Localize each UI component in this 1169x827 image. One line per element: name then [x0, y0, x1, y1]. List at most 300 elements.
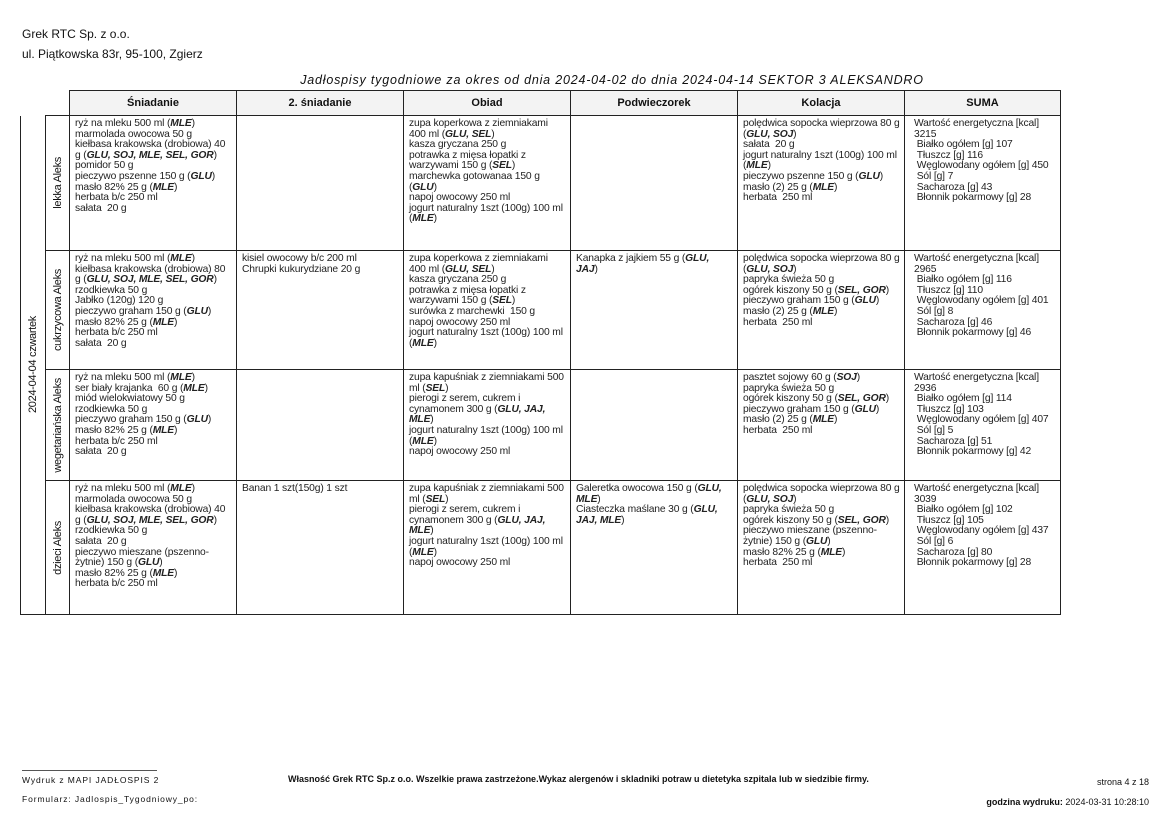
meal-item: [743, 151, 900, 172]
item-text: ): [491, 128, 495, 140]
item-text: herbata 250 ml: [743, 192, 813, 204]
meal-item: [409, 172, 566, 193]
item-text: napoj owocowy 250 ml: [409, 557, 511, 569]
item-text: ): [842, 546, 846, 558]
item-text: sałata 20 g: [75, 535, 127, 547]
meal-item: [409, 558, 566, 569]
allergen-codes: SEL, GOR: [837, 284, 886, 296]
allergen-codes: MLE: [170, 253, 192, 264]
nutrition-line: [914, 373, 1056, 394]
item-text: ): [885, 284, 890, 296]
item-text: masło (2) 25 g (: [743, 181, 813, 193]
item-text: pieczywo graham 150 g (: [75, 414, 187, 426]
item-text: pieczywo pszenne 150 g (: [743, 170, 859, 182]
meal-item: [409, 426, 566, 447]
meal-cell: [237, 251, 404, 370]
meal-item: [743, 526, 900, 547]
item-text: kiełbasa krakowska (drobiowa) 80 g (: [75, 263, 229, 286]
meal-item: [743, 558, 900, 569]
header-row: [21, 91, 1061, 116]
date-label: 2024-04-04 czwartek: [27, 316, 39, 414]
item-text: papryka świeża 50 g: [743, 382, 835, 394]
item-text: ogórek kiszony 50 g (: [743, 393, 838, 405]
item-text: ): [207, 305, 212, 317]
diet-name-cell: [46, 116, 70, 251]
allergen-codes: SEL: [425, 382, 446, 394]
item-text: Sól [g] 6: [914, 535, 954, 547]
item-text: Sacharoza [g] 46: [914, 316, 993, 328]
nutrition-cell: [905, 116, 1061, 251]
allergen-codes: GLU, SOJ: [746, 493, 794, 505]
item-text: ): [174, 424, 178, 436]
item-text: ): [793, 128, 797, 140]
meal-item: [409, 447, 566, 458]
meal-item: [409, 254, 566, 275]
nutrition-line: [914, 558, 1056, 569]
allergen-codes: GLU: [186, 305, 208, 317]
item-text: ): [594, 263, 598, 275]
item-text: ): [433, 435, 437, 447]
meal-cell: [571, 370, 738, 481]
meal-item: [409, 484, 566, 505]
item-text: jogurt naturalny 1szt (100g) 100 ml (: [409, 327, 566, 349]
item-text: Błonnik pokarmowy [g] 46: [914, 327, 1032, 339]
print-time-value: 2024-03-31 10:28:10: [1065, 797, 1149, 807]
item-text: ): [491, 263, 495, 275]
item-text: Sól [g] 5: [914, 424, 954, 436]
meal-item: [409, 119, 566, 140]
printed-by: Wydruk z MAPI JADŁOSPIS 2: [22, 775, 160, 785]
item-text: Białko ogółem [g] 102: [914, 504, 1013, 516]
item-text: jogurt naturalny 1szt (100g) 100 ml (: [409, 202, 566, 225]
item-text: miód wielokwiatowy 50 g: [75, 393, 185, 405]
item-text: kiełbasa krakowska (drobiowa) 40 g (: [75, 504, 229, 526]
item-text: masło (2) 25 g (: [743, 414, 813, 426]
item-text: ogórek kiszony 50 g (: [743, 514, 838, 526]
item-text: ): [856, 372, 861, 383]
company-info: [22, 24, 203, 64]
allergen-codes: MLE: [152, 316, 175, 328]
item-text: Białko ogółem [g] 114: [914, 393, 1012, 405]
item-text: rzodkiewka 50 g: [75, 525, 148, 537]
diet-name-cell: [46, 481, 70, 615]
allergen-codes: MLE: [812, 414, 835, 426]
print-time: [986, 792, 1149, 812]
nutrition-cell: [905, 481, 1061, 615]
meal-item: [75, 140, 232, 161]
item-text: ): [875, 295, 880, 307]
item-text: ): [834, 305, 838, 317]
meal-item: [409, 151, 566, 172]
item-text: ): [885, 393, 890, 405]
item-text: Sól [g] 7: [914, 170, 954, 182]
item-text: ): [597, 493, 601, 505]
page-number: strona 4 z 18: [1096, 777, 1149, 787]
allergen-codes: MLE: [412, 213, 434, 225]
item-text: Wartość energetyczna [kcal] 3039: [914, 483, 1042, 505]
item-text: ): [879, 170, 884, 182]
item-text: zupa kapuśniak z ziemniakami 500 ml (: [409, 372, 567, 394]
item-text: ): [191, 483, 195, 494]
allergen-codes: GLU: [858, 170, 880, 182]
item-text: ): [793, 493, 797, 505]
item-text: Kanapka z jajkiem 55 g (: [576, 253, 686, 264]
meal-item: [75, 339, 232, 350]
meal-cell: [571, 116, 738, 251]
form-name: Formularz: Jadlospis_Tygodniowy_po:: [22, 794, 199, 804]
meal-cell: [237, 116, 404, 251]
item-text: ): [211, 170, 216, 182]
allergen-codes: MLE: [170, 483, 192, 494]
item-text: papryka świeża 50 g: [743, 504, 835, 516]
item-text: pieczywo graham 150 g (: [75, 305, 187, 317]
diet-row: [21, 116, 1061, 251]
meal-item: [75, 579, 232, 590]
item-text: pasztet sojowy 60 g (: [743, 372, 837, 383]
meal-item: [409, 204, 566, 225]
item-text: herbata 250 ml: [743, 316, 813, 328]
allergen-codes: MLE: [152, 424, 175, 436]
item-text: Sacharoza [g] 43: [914, 181, 993, 193]
meal-cell: [738, 116, 905, 251]
item-text: pieczywo graham 150 g (: [743, 295, 855, 307]
item-text: potrawka z mięsa łopatki z warzywami 150 g (: [409, 284, 529, 307]
column-header: Obiad: [404, 91, 571, 116]
item-text: ): [191, 118, 195, 129]
item-text: jogurt naturalny 1szt (100g) 100 ml (: [409, 535, 566, 558]
allergen-codes: GLU, JAJ: [576, 253, 712, 275]
item-text: masło 82% 25 g (: [75, 567, 153, 579]
item-text: Węglowodany ogółem [g] 450: [914, 160, 1049, 172]
meal-cell: [404, 116, 571, 251]
footer-right: [986, 772, 1149, 812]
item-text: ): [433, 546, 437, 558]
diet-row: [21, 251, 1061, 370]
item-text: polędwica sopocka wieprzowa 80 g (: [743, 118, 903, 140]
allergen-codes: MLE: [412, 337, 434, 349]
item-text: Białko ogółem [g] 116: [914, 274, 1012, 286]
allergen-codes: GLU, SOJ, MLE, SEL, GOR: [86, 149, 214, 161]
item-text: ryż na mleku 500 ml (: [75, 483, 171, 494]
item-text: kisiel owocowy b/c 200 ml: [242, 253, 357, 264]
item-text: Tłuszcz [g] 103: [914, 403, 984, 415]
item-text: Chrupki kukurydziane 20 g: [242, 263, 361, 275]
meal-item: [743, 318, 900, 329]
item-text: Węglowodany ogółem [g] 407: [914, 414, 1049, 426]
item-text: ): [174, 181, 178, 193]
item-text: Tłuszcz [g] 105: [914, 514, 984, 526]
item-text: zupa kapuśniak z ziemniakami 500 ml (: [409, 483, 567, 505]
allergen-codes: GLU, JAJ, MLE: [409, 514, 549, 537]
allergen-codes: GLU, SOJ: [746, 263, 794, 275]
item-text: ): [511, 295, 516, 307]
meal-cell: [237, 481, 404, 615]
item-text: Błonnik pokarmowy [g] 42: [914, 446, 1032, 458]
meal-cell: [738, 251, 905, 370]
allergen-codes: GLU, JAJ, MLE: [576, 504, 721, 526]
item-text: Sól [g] 8: [914, 305, 954, 317]
item-text: Sacharoza [g] 51: [914, 435, 993, 447]
meal-item: [409, 394, 566, 426]
item-text: kasza gryczana 250 g: [409, 139, 507, 151]
item-text: Ciasteczka maślane 30 g (: [576, 504, 694, 516]
meal-item: [743, 193, 900, 204]
menu-table: [20, 90, 1061, 615]
item-text: rzodkiewka 50 g: [75, 284, 148, 296]
meal-item: [743, 483, 903, 505]
meal-cell: [571, 481, 738, 615]
item-text: Tłuszcz [g] 110: [914, 284, 983, 296]
item-text: surówka z marchewki 150 g: [409, 305, 536, 317]
allergen-codes: MLE: [812, 181, 835, 193]
item-text: Wartość energetyczna [kcal] 2965: [914, 253, 1042, 275]
item-text: pierogi z serem, cukrem i cynamonem 300 g (: [409, 393, 523, 415]
item-text: ): [433, 181, 437, 193]
item-text: ): [213, 149, 217, 161]
diet-name-cell: [46, 370, 70, 481]
item-text: ): [207, 414, 212, 426]
item-text: Błonnik pokarmowy [g] 28: [914, 557, 1032, 569]
allergen-codes: MLE: [183, 382, 205, 394]
allergen-codes: MLE: [812, 305, 835, 317]
item-text: masło 82% 25 g (: [75, 424, 153, 436]
meal-item: [576, 505, 733, 526]
meal-item: [75, 204, 232, 215]
nutrition-line: [914, 328, 1056, 339]
diet-row: [21, 481, 1061, 615]
item-text: ): [621, 514, 625, 526]
item-text: ): [875, 403, 880, 415]
allergen-codes: GLU: [190, 170, 212, 182]
item-text: ): [174, 567, 178, 579]
item-text: sałata 20 g: [743, 139, 795, 151]
nutrition-cell: [905, 370, 1061, 481]
item-text: ): [204, 382, 208, 394]
diet-name: lekka Aleks: [51, 157, 64, 209]
nutrition-line: [914, 484, 1056, 505]
item-text: Wartość energetyczna [kcal] 2936: [914, 372, 1042, 394]
allergen-codes: GLU, SOJ: [746, 128, 794, 140]
allergen-codes: MLE: [746, 160, 768, 172]
item-text: ): [793, 263, 797, 275]
item-text: Galeretka owocowa 150 g (: [576, 483, 698, 494]
item-text: Tłuszcz [g] 116: [914, 149, 983, 161]
item-text: sałata 20 g: [75, 337, 127, 349]
meal-cell: [738, 481, 905, 615]
item-text: pieczywo mieszane (pszenno-żytnie) 150 g (: [743, 525, 877, 547]
meal-item: [75, 548, 232, 569]
diet-name: dzieci Aleks: [51, 520, 64, 575]
item-text: ): [213, 274, 217, 286]
item-text: pierogi z serem, cukrem i cynamonem 300 g (: [409, 504, 523, 526]
meal-item: [242, 484, 399, 495]
ownership-note: Własność Grek RTC Sp.z o.o. Wszelkie prawa zastrzeżone.Wykaz alergenów i skladniki potraw u dietetyka szpitala lub w siedzibie firmy.: [288, 774, 869, 784]
allergen-codes: GLU, SOJ, MLE, SEL, GOR: [86, 274, 214, 286]
nutrition-line: [914, 447, 1056, 458]
item-text: herbata 250 ml: [743, 424, 813, 436]
item-text: herbata 250 ml: [743, 557, 813, 569]
allergen-codes: GLU, SEL: [445, 263, 492, 275]
allergen-codes: GLU, SOJ, MLE, SEL, GOR: [86, 514, 214, 526]
item-text: Jabłko (120g) 120 g: [75, 295, 164, 307]
item-text: ): [433, 337, 437, 349]
meal-cell: [70, 370, 237, 481]
allergen-codes: GLU: [854, 295, 876, 307]
meal-item: [409, 286, 566, 307]
footer-left: [22, 770, 198, 809]
allergen-codes: SEL: [425, 493, 446, 505]
allergen-codes: SEL, GOR: [837, 514, 886, 526]
item-text: herbata b/c 250 ml: [75, 192, 158, 204]
item-text: zupa koperkowa z ziemniakami 400 ml (: [409, 118, 551, 140]
meal-item: [743, 253, 903, 275]
allergen-codes: MLE: [412, 435, 434, 447]
allergen-codes: GLU: [806, 535, 828, 547]
meal-item: [75, 265, 232, 286]
item-text: ogórek kiszony 50 g (: [743, 284, 838, 296]
diet-name: wegetariańska Aleks: [51, 377, 64, 473]
meal-item: [75, 505, 232, 526]
column-header: Podwieczorek: [571, 91, 738, 116]
allergen-codes: MLE: [820, 546, 843, 558]
item-text: ): [445, 382, 449, 394]
item-text: pomidor 50 g: [75, 160, 134, 172]
item-text: ): [511, 160, 516, 172]
item-text: polędwica sopocka wieprzowa 80 g (: [743, 483, 903, 505]
meal-cell: [237, 370, 404, 481]
meal-item: [576, 254, 733, 275]
item-text: sałata 20 g: [75, 446, 127, 458]
allergen-codes: GLU, SEL: [445, 128, 492, 140]
company-name: Grek RTC Sp. z o.o.: [22, 27, 130, 41]
item-text: marmolada owocowa 50 g: [75, 493, 192, 505]
report-title: Jadłospisy tygodniowe za okres od dnia 2024-04-02 do dnia 2024-04-14 SEKTOR 3 ALEKSANDRO: [300, 73, 924, 87]
item-text: ryż na mleku 500 ml (: [75, 372, 171, 383]
item-text: kiełbasa krakowska (drobiowa) 40 g (: [75, 139, 229, 161]
item-text: ryż na mleku 500 ml (: [75, 253, 171, 264]
meal-cell: [70, 116, 237, 251]
column-header: Śniadanie: [70, 91, 237, 116]
allergen-codes: MLE: [152, 567, 175, 579]
item-text: Wartość energetyczna [kcal] 3215: [914, 118, 1042, 140]
meal-item: [743, 118, 903, 140]
item-text: pieczywo graham 150 g (: [743, 403, 855, 415]
allergen-codes: GLU: [412, 181, 434, 193]
meal-cell: [404, 370, 571, 481]
allergen-codes: GLU, JAJ, MLE: [409, 403, 549, 426]
meal-cell: [571, 251, 738, 370]
meal-cell: [738, 370, 905, 481]
meal-item: [409, 373, 566, 394]
meal-item: [409, 328, 566, 349]
meal-item: [743, 426, 900, 437]
column-header: SUMA: [905, 91, 1061, 116]
meal-item: [242, 265, 399, 276]
item-text: masło (2) 25 g (: [743, 305, 813, 317]
item-text: herbata b/c 250 ml: [75, 327, 158, 339]
meal-item: [576, 484, 733, 505]
item-text: ): [430, 414, 434, 426]
allergen-codes: SEL: [492, 295, 512, 307]
item-text: napoj owocowy 250 ml: [409, 316, 511, 328]
item-text: ): [191, 372, 195, 383]
diet-row: [21, 370, 1061, 481]
item-text: masło 82% 25 g (: [743, 546, 821, 558]
print-time-label: godzina wydruku:: [986, 797, 1063, 807]
item-text: ryż na mleku 500 ml (: [75, 118, 171, 129]
meal-cell: [404, 481, 571, 615]
meal-item: [409, 537, 566, 558]
allergen-codes: GLU: [854, 403, 876, 415]
item-text: ): [445, 493, 449, 505]
item-text: zupa koperkowa z ziemniakami 400 ml (: [409, 253, 551, 275]
item-text: Węglowodany ogółem [g] 401: [914, 295, 1049, 307]
item-text: ): [159, 557, 163, 569]
item-text: ): [213, 514, 217, 526]
item-text: ): [174, 316, 178, 328]
allergen-codes: MLE: [170, 118, 192, 129]
item-text: Banan 1 szt(150g) 1 szt: [242, 483, 348, 494]
item-text: potrawka z mięsa łopatki z warzywami 150 g (: [409, 149, 529, 172]
meal-cell: [70, 251, 237, 370]
nutrition-line: [914, 119, 1056, 140]
item-text: napoj owocowy 250 ml: [409, 446, 511, 458]
item-text: papryka świeża 50 g: [743, 274, 835, 286]
allergen-codes: SOJ: [836, 372, 857, 383]
company-address: ul. Piątkowska 83r, 95-100, Zgierz: [22, 47, 203, 61]
item-text: jogurt naturalny 1szt (100g) 100 ml (: [409, 424, 566, 447]
item-text: marmolada owocowa 50 g: [75, 128, 192, 140]
item-text: ): [885, 514, 890, 526]
item-text: ): [767, 160, 771, 172]
item-text: rzodkiewka 50 g: [75, 403, 148, 415]
item-text: masło 82% 25 g (: [75, 316, 153, 328]
column-header: 2. śniadanie: [237, 91, 404, 116]
nutrition-cell: [905, 251, 1061, 370]
allergen-codes: GLU: [138, 557, 160, 569]
diet-name: cukrzycowa Aleks: [51, 268, 64, 351]
item-text: masło 82% 25 g (: [75, 181, 153, 193]
nutrition-line: [914, 193, 1056, 204]
item-text: ): [191, 253, 195, 264]
allergen-codes: MLE: [412, 546, 434, 558]
allergen-codes: MLE: [170, 372, 192, 383]
item-text: herbata b/c 250 ml: [75, 435, 158, 447]
item-text: herbata b/c 250 ml: [75, 578, 158, 590]
item-text: ): [834, 414, 838, 426]
allergen-codes: SEL: [492, 160, 512, 172]
allergen-codes: MLE: [152, 181, 175, 193]
item-text: jogurt naturalny 1szt (100g) 100 ml (: [743, 149, 900, 172]
item-text: polędwica sopocka wieprzowa 80 g (: [743, 253, 903, 275]
allergen-codes: GLU, MLE: [576, 483, 725, 505]
allergen-codes: GLU: [186, 414, 208, 426]
item-text: Sacharoza [g] 80: [914, 546, 993, 558]
item-text: sałata 20 g: [75, 202, 127, 214]
item-text: kasza gryczana 250 g: [409, 274, 507, 286]
item-text: pieczywo mieszane (pszenno-żytnie) 150 g (: [75, 546, 209, 569]
meal-item: [409, 505, 566, 537]
item-text: marchewka gotowanaa 150 g (: [409, 170, 543, 193]
diet-name-cell: [46, 251, 70, 370]
item-text: Błonnik pokarmowy [g] 28: [914, 192, 1032, 204]
item-text: Białko ogółem [g] 107: [914, 139, 1013, 151]
item-text: ): [430, 525, 434, 537]
item-text: ): [834, 181, 838, 193]
nutrition-line: [914, 254, 1056, 275]
item-text: napoj owocowy 250 ml: [409, 192, 511, 204]
meal-cell: [404, 251, 571, 370]
